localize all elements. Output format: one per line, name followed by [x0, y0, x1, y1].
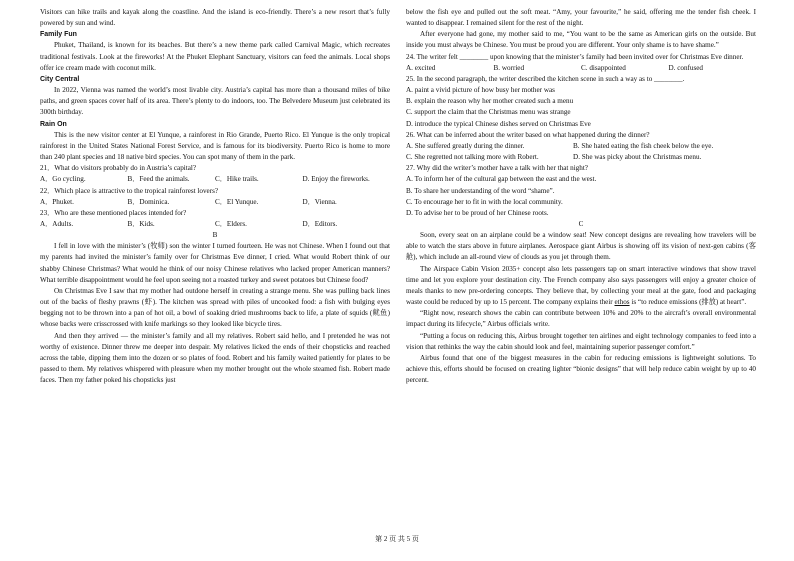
question-24-options: [406, 63, 756, 74]
b-paragraph-4: After everyone had gone, my mother said to me, “You want to be the same as American girls on the outside. But inside you must always be Chinese. You must be proud you are different. Your only shame is to have shame.”: [406, 30, 756, 50]
b-paragraph-3-continued: below the fish eye and pulled out the soft meat. “Amy, your favourite,” he said, offering me the tender fish cheek. I wanted to disappear. I remained silent for the rest of the night.: [406, 8, 756, 28]
option: D．Editors.: [302, 219, 338, 228]
option: C. To encourage her to fit in with the local community.: [406, 197, 563, 206]
option: C．Elders.: [215, 219, 247, 228]
question-26-options-row-2: [406, 152, 756, 163]
option: A．Go cycling.: [40, 175, 86, 184]
b-paragraph-2: On Christmas Eve I saw that my mother had outdone herself in creating a strange menu. She was pulling back lines out of the backs of fleshy prawns (虾). The kitchen was spread with piles of uncooked food: a fish with bulging eyes begging not to be thrown into a pan of hot oil, a bowl of soaking dried mushrooms back to life, a plate of squids (鱿鱼) whose backs were crisscrossed with knife markings so they looked like bicycle tires.: [40, 286, 390, 329]
option: D. introduce the typical Chinese dishes served on Christmas Eve: [406, 119, 591, 128]
option: B. worried: [493, 63, 525, 72]
b-paragraph-1: I fell in love with the minister’s (牧师) son the winter I turned fourteen. He was not Chinese. When I found out that my parents had invited the minister’s family over for Christmas Eve dinner, I cried. What would Robert think of our shabby Chinese Christmas? What would he think of our noisy Chinese relatives who lacked proper American manners? What terrible disappointment would he feel upon seeing not a roasted turkey and sweet potatoes but Chinese food?: [40, 242, 390, 284]
option: B．Dominica.: [127, 197, 170, 206]
c-paragraph-2: [406, 264, 756, 309]
c-paragraph-2-end: is “to reduce emissions (排放) at heart”.: [629, 298, 747, 307]
c-paragraph-5: Airbus found that one of the biggest measures in the cabin for reducing emissions is lightweight solutions. To achieve this, efforts should be focused on creating lighter “bionic designs” that will help reduce cabin weight by up to 40 percent.: [406, 353, 756, 385]
option: B. To share her understanding of the word “shame”.: [406, 186, 555, 195]
option: B. explain the reason why her mother created such a menu: [406, 97, 574, 106]
option: D. She was picky about the Christmas menu.: [573, 153, 702, 162]
question-26: 26. What can be inferred about the writer based on what happened during the dinner?: [406, 130, 650, 139]
option: D. Enjoy the fireworks.: [302, 175, 370, 184]
option: A．Adults.: [40, 219, 74, 228]
option: C. support the claim that the Christmas menu was strange: [406, 108, 571, 117]
option: A. excited: [406, 63, 436, 72]
rain-paragraph: This is the new visitor center at El Yunque, a rainforest in Rio Grande, Puerto Rico. El Yunque is the only tropical rainforest in the United States National Forest Service, and is famous for its biodiversity. Puerto Rico is home to more than 240 plant species and 18 native bird species. You can spot many of them in the park.: [40, 130, 390, 162]
c-paragraph-2-text: The Airspace Cabin Vision 2035+ concept also lets passengers tap on smart interactive windows that show travel time and let you explore your destination city. The French company also says passengers will enjoy a greater choice of meals thanks to new pre-ordering concepts. They believe that, by collecting your meal at the gate, food and packaging waste could be reduced by up to 15 percent. The company explains their: [406, 264, 756, 307]
option: B. She hated eating the fish cheek below the eye.: [573, 141, 714, 150]
heading-family-fun: Family Fun: [40, 31, 77, 39]
c-paragraph-4: “Putting a focus on reducing this, Airbus brought together ten airlines and eight technology companies to feed into a vision that rethinks the way the cabin should look and feel, maintaining superior passenger comfort.”: [406, 331, 756, 351]
option: D. confused: [668, 63, 704, 72]
c-paragraph-1: Soon, every seat on an airplane could be a window seat! New concept designs are revealing how travelers will be able to watch the stars above in future airplanes. Aerospace giant Airbus is showing off its vision of next-gen cabins (客舱), which include an all-round view of clouds as you jet through them.: [406, 231, 756, 262]
question-26-options-row-1: [406, 141, 756, 152]
heading-city-central: City Central: [40, 75, 80, 83]
option: A. To inform her of the cultural gap between the east and the west.: [406, 175, 597, 184]
question-25: 25. In the second paragraph, the writer described the kitchen scene in such a way as to ________.: [406, 74, 685, 83]
question-22-options: [40, 197, 390, 208]
heading-rain-on: Rain On: [40, 120, 67, 128]
intro-paragraph: Visitors can hike trails and kayak along the coastline. And the island is eco-friendly. There’s a new resort that’s fully powered by sun and wind.: [40, 8, 390, 28]
city-paragraph: In 2022, Vienna was named the world’s most livable city. Austria’s capital has more than a thousand miles of bike paths, and green spaces cover half of its area. There’s plenty to do indoors, too. The Belvedere Museum just celebrated its 300th birthday.: [40, 86, 390, 117]
option: A．Phuket.: [40, 197, 74, 206]
option: B．Feed the animals.: [127, 175, 190, 184]
right-column: [406, 7, 756, 386]
option: D. To advise her to be proud of her Chinese roots.: [406, 208, 549, 217]
page-footer: 第 2 页 共 5 页: [375, 535, 419, 543]
left-column: [40, 7, 390, 386]
question-24: 24. The writer felt ________ upon knowing that the minister’s family had been invited over for Christmas Eve dinner.: [406, 52, 744, 61]
option: D．Vienna.: [302, 197, 337, 206]
option: C. disappointed: [581, 63, 626, 72]
c-paragraph-3: “Right now, research shows the cabin can contribute between 10% and 20% to the aircraft’s overall environmental impact during its lifecycle,” Airbus officials write.: [406, 309, 756, 329]
question-23: 23．Who are these mentioned places intended for?: [40, 208, 187, 217]
question-23-options: [40, 219, 390, 230]
section-c-heading: C: [578, 219, 584, 228]
question-21-options: [40, 174, 390, 185]
section-b-heading: B: [212, 231, 218, 240]
question-27: 27. Why did the writer’s mother have a talk with her that night?: [406, 164, 588, 173]
option: C. She regretted not talking more with Robert.: [406, 153, 539, 162]
option: C．Hike trails.: [215, 175, 259, 184]
question-21: 21．What do visitors probably do in Austria’s capital?: [40, 164, 197, 173]
option: A. paint a vivid picture of how busy her mother was: [406, 86, 555, 95]
b-paragraph-3: And then they arrived — the minister’s family and all my relatives. Robert said hello, and I pretended he was not worthy of existence. Dinner threw me deeper into despair. My relatives licked the ends of their chopsticks and reached across the table, dipping them into the dozen or so plates of food. Robert and his family waited patiently for plates to be passed to them. My relatives whispered with pleasure when my mother brought out the whole steamed fish. Robert made faces. Then my father poked his chopsticks just: [40, 331, 390, 385]
family-paragraph: Phuket, Thailand, is known for its beaches. But there’s a new theme park called Carnival Magic, which recreates traditional festivals. Look at the fireworks! At the Phuket Elephant Sanctuary, visitors can feed the animals. Local shops offer ice cream made with coconut milk.: [40, 41, 390, 72]
option: A. She suffered greatly during the dinner.: [406, 141, 525, 150]
question-22: 22．Which place is attractive to the tropical rainforest lovers?: [40, 186, 219, 195]
option: C．El Yunque.: [215, 197, 259, 206]
underlined-word-ethos: ethos: [614, 298, 630, 307]
option: B．Kids.: [127, 219, 155, 228]
